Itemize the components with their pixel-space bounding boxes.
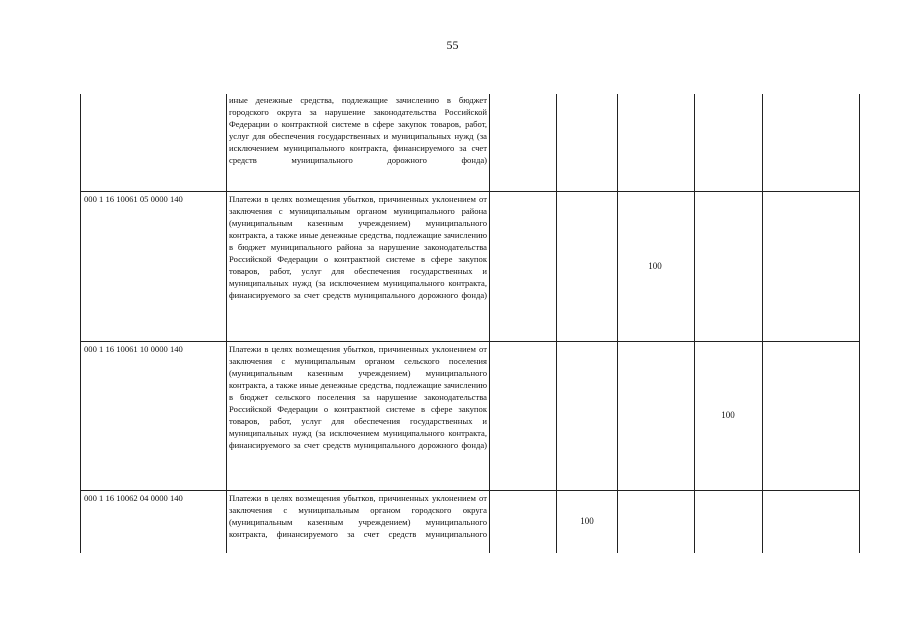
page-number: 55 (446, 38, 459, 52)
row-value: 100 (648, 261, 662, 271)
row-description: Платежи в целях возмещения убытков, причиненных уклонением от заключения с муниципальным органом сельского поселения (муниципальным казенным учреждением) муниципального контракта, а также иные денежные средства, подлежащие зачислению в бюджет сельского поселения за нарушение законодательства Российской Федерации о контрактной системе в сфере закупок товаров, работ, услуг для обеспечения государственных и муниципальных нужд (за исключением муниципального контракта, финансируемого за счет средств муниципального дорожного фонда) (229, 344, 487, 451)
row-code: 000 1 16 10061 05 0000 140 (84, 194, 183, 204)
table-border-left (80, 94, 81, 553)
row-description: иные денежные средства, подлежащие зачислению в бюджет городского округа за нарушение законодательства Российской Федерации о контрактной системе в сфере закупок товаров, работ, услуг для обеспечения государственных и муниципальных нужд (за исключением муниципального контракта, финансируемого за счет средств муниципального дорожного фонда) (229, 95, 487, 166)
column-divider (226, 94, 227, 553)
row-code: 000 1 16 10062 04 0000 140 (84, 493, 183, 503)
row-divider (80, 490, 859, 491)
column-divider (489, 94, 490, 553)
row-description: Платежи в целях возмещения убытков, причиненных уклонением от заключения с муниципальным органом городского округа (муниципальным казенным учреждением) муниципального контракта, финансируемого за счет средств муниципального (229, 493, 487, 540)
column-divider (617, 94, 618, 553)
table-border-right (859, 94, 860, 553)
row-divider (80, 341, 859, 342)
row-value: 100 (721, 410, 735, 420)
row-divider (80, 191, 859, 192)
row-value: 100 (580, 516, 594, 526)
row-code: 000 1 16 10061 10 0000 140 (84, 344, 183, 354)
column-divider (694, 94, 695, 553)
row-description: Платежи в целях возмещения убытков, причиненных уклонением от заключения с муниципальным органом муниципального района (муниципальным казенным учреждением) муниципального контракта, а также иные денежные средства, подлежащие зачислению в бюджет муниципального района за нарушение законодательства Российской Федерации о контрактной системе в сфере закупок товаров, работ, услуг для обеспечения государственных и муниципальных нужд (за исключением муниципального контракта, финансируемого за счет средств муниципального дорожного фонда) (229, 194, 487, 301)
column-divider (556, 94, 557, 553)
column-divider (762, 94, 763, 553)
